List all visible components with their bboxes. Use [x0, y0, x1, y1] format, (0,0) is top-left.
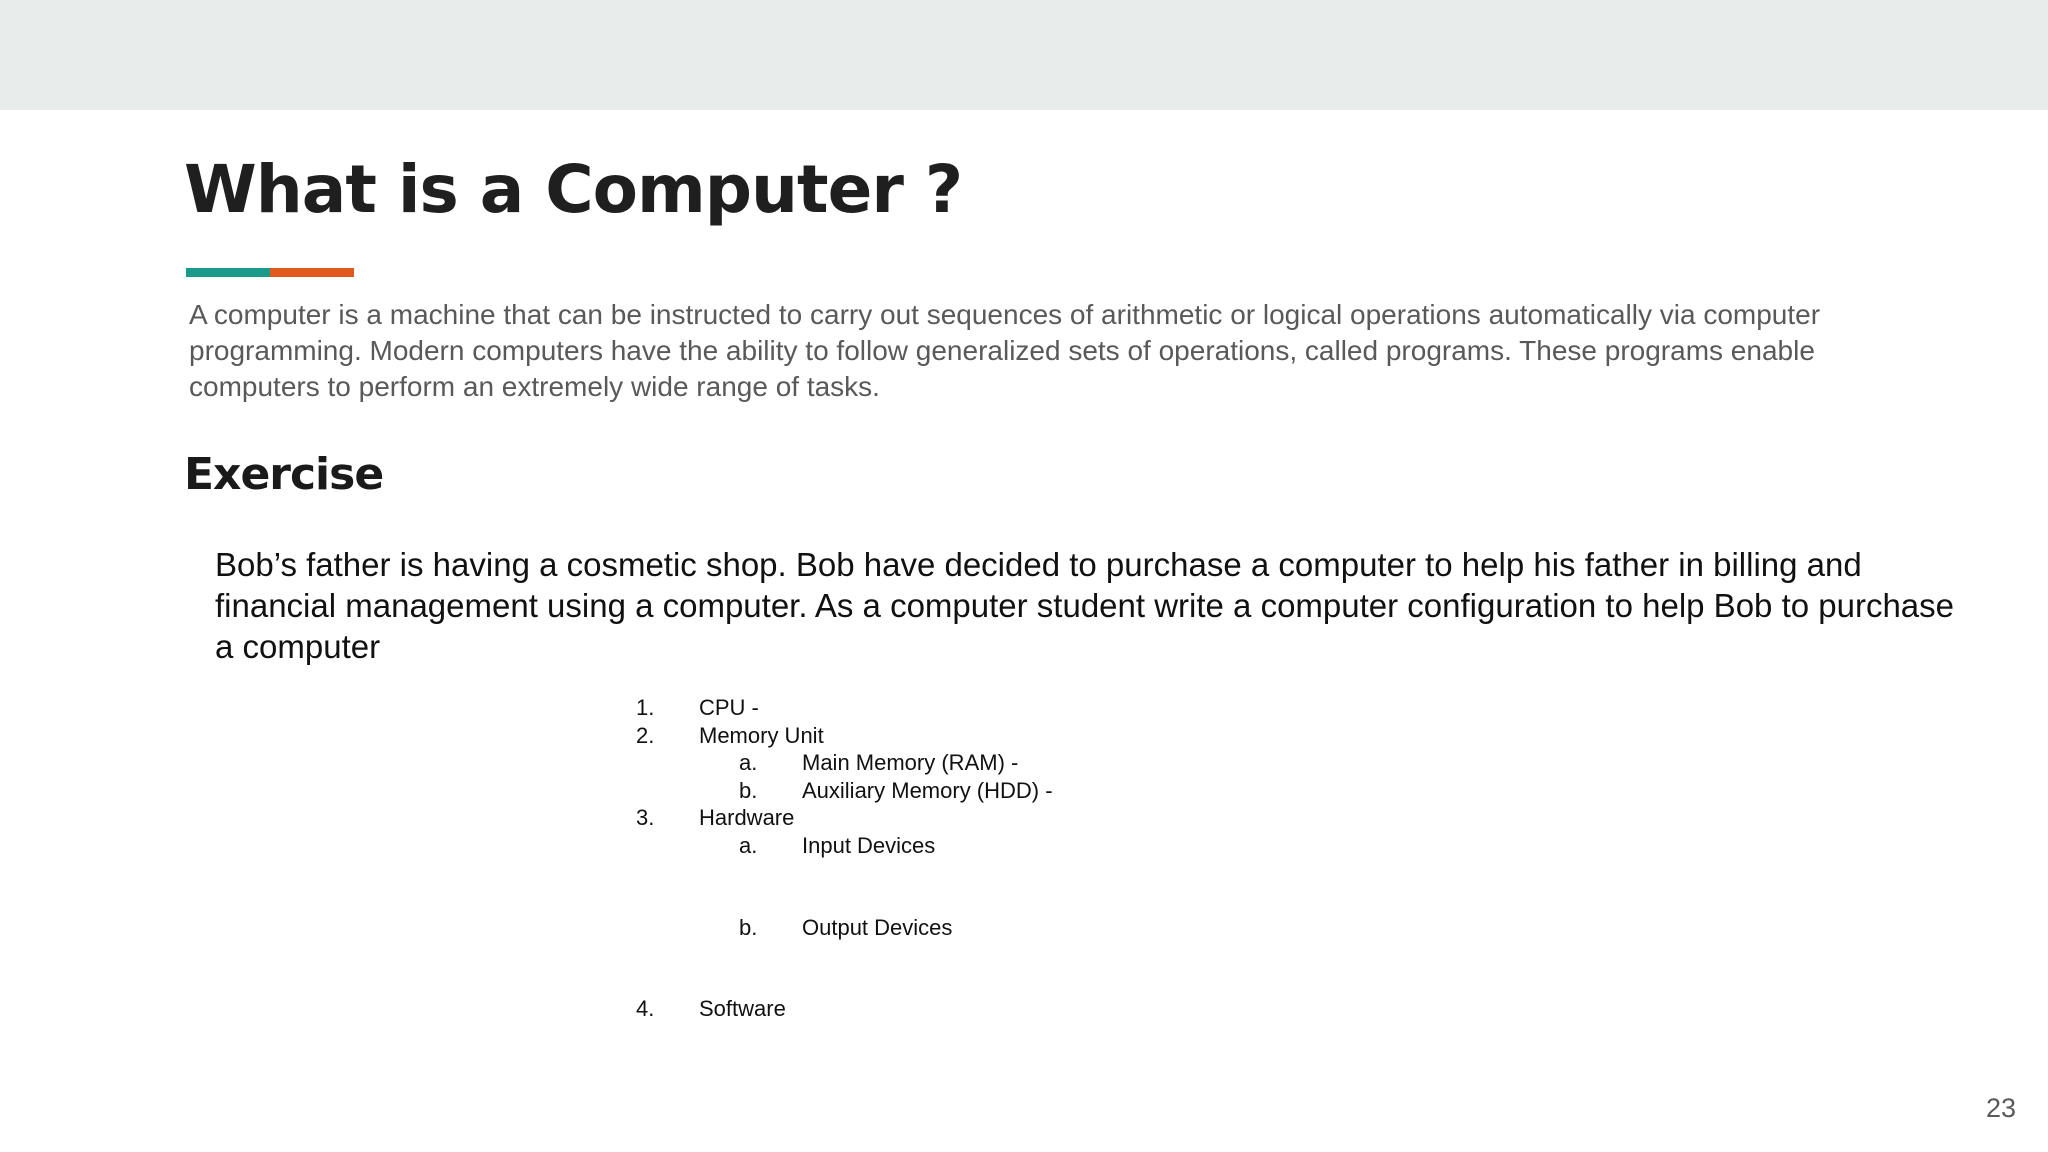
list-item-label: Hardware — [699, 805, 795, 830]
list-item-label: Main Memory (RAM) - — [802, 750, 1019, 775]
list-item-label: Output Devices — [802, 915, 953, 940]
list-item-label: CPU - — [699, 695, 759, 720]
list-marker: 3. — [636, 805, 655, 830]
list-marker: 1. — [636, 695, 655, 720]
computer-definition: A computer is a machine that can be instructed to carry out sequences of arithmetic or logical operations automatically via computer programming. Modern computers have the ability to follow generalized sets of operations, called programs. These programs enable computers to perform an extremely wide range of tasks. — [189, 299, 1821, 402]
list-item-label: Input Devices — [802, 833, 936, 858]
list-item-label: Auxiliary Memory (HDD) - — [802, 778, 1053, 803]
title-accent-orange — [270, 268, 354, 277]
title-accent-teal — [186, 268, 270, 277]
exercise-heading: Exercise — [184, 449, 384, 500]
list-marker: b. — [739, 778, 758, 803]
list-marker: 4. — [636, 996, 655, 1021]
list-marker: a. — [739, 750, 758, 775]
exercise-problem-statement: Bob’s father is having a cosmetic shop. Bob have decided to purchase a computer to help his father in billing and financial management using a computer. As a computer student write a computer configuration to help Bob to purchase a computer — [215, 546, 1955, 665]
page-number: 23 — [1985, 1093, 2016, 1123]
list-item-label: Memory Unit — [699, 723, 824, 748]
slide-top-band — [0, 0, 2048, 110]
list-marker: a. — [739, 833, 758, 858]
list-item-label: Software — [699, 996, 786, 1021]
list-marker: 2. — [636, 723, 655, 748]
list-marker: b. — [739, 915, 758, 940]
slide-title: What is a Computer ? — [184, 151, 963, 228]
